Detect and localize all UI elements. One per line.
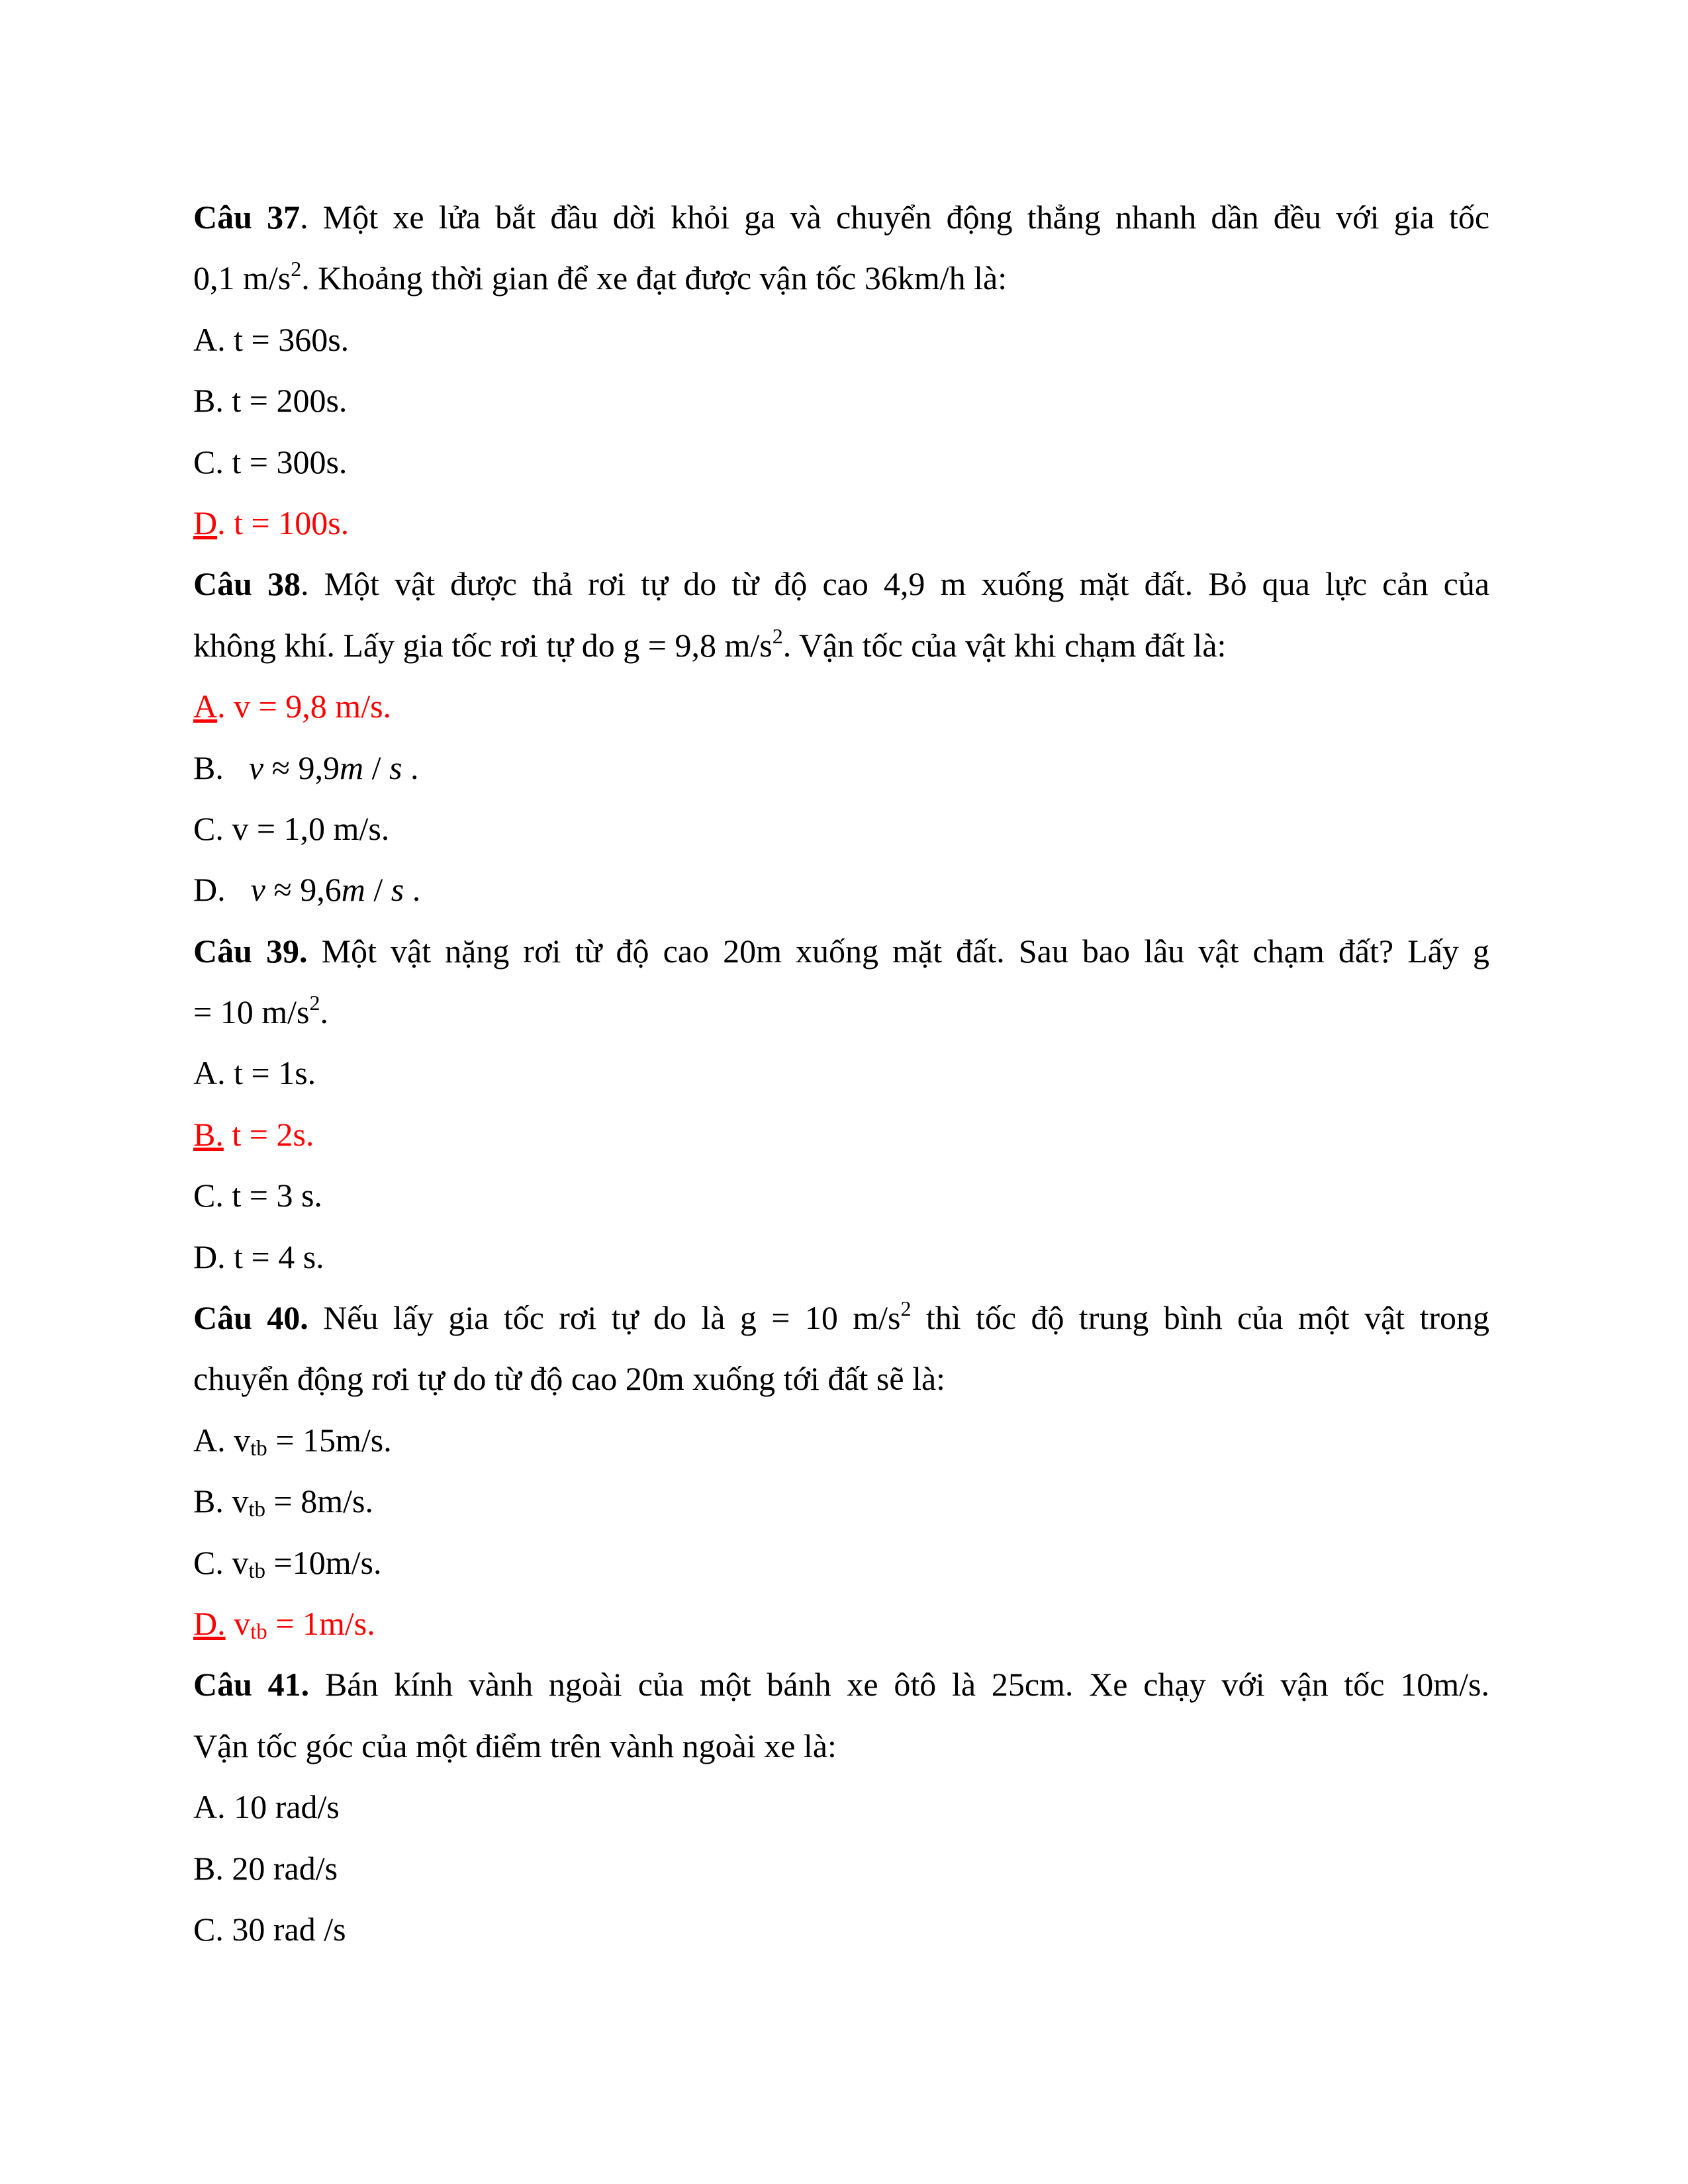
option-text: . t = 200s. [215, 382, 348, 420]
option-letter: C [193, 1910, 216, 1948]
question-text: . Khoảng thời gian để xe đạt được vận tốc 36km/h là: [301, 259, 1008, 297]
math-expression: v ≈ 9,6m / s . [250, 871, 421, 909]
option-b [193, 370, 1489, 431]
question-stem-line [193, 1654, 1489, 1715]
option-letter: B [193, 749, 216, 786]
question-text: Một vật được thả rơi tự do từ độ cao 4,9 m xuống mặt đất. Bỏ qua lực cản của [324, 565, 1490, 603]
option-letter: A [193, 1054, 218, 1092]
option-c [193, 1899, 1489, 1960]
option-letter: D [193, 1238, 218, 1275]
option-letter: A [193, 320, 218, 358]
question-stem-line [193, 1715, 1489, 1776]
question-37 [193, 187, 1489, 553]
label-separator: . [301, 565, 309, 603]
option-c [193, 432, 1489, 492]
question-text: Nếu lấy gia tốc rơi tự do là g = 10 m/s [323, 1299, 901, 1337]
question-text: Vận tốc góc của một điểm trên vành ngoài xe là: [193, 1727, 837, 1764]
option-text: v [225, 1604, 251, 1642]
option-b-correct-answer [193, 1104, 1489, 1165]
option-text: . t = 4 s. [217, 1238, 324, 1275]
question-stem-line [193, 553, 1489, 614]
option-text: . t = 1s. [217, 1054, 316, 1092]
option-text: . 20 rad/s [215, 1849, 338, 1887]
question-label: Câu 39. [193, 932, 308, 970]
option-text: . v = 9,8 m/s. [217, 688, 392, 725]
option-text: . t = 300s. [215, 443, 348, 480]
question-text: không khí. Lấy gia tốc rơi tự do g = 9,8 m/s [193, 626, 773, 664]
question-label: Câu 40. [193, 1299, 308, 1337]
option-text: . t = 100s. [217, 504, 350, 541]
subscript: tb [248, 1559, 266, 1583]
option-letter: B [193, 1482, 216, 1520]
option-c [193, 1532, 1489, 1593]
superscript: 2 [309, 991, 320, 1015]
option-text: . [215, 749, 224, 786]
question-text: chuyển động rơi tự do từ độ cao 20m xuống tới đất sẽ là: [193, 1360, 946, 1398]
option-text: . t = 3 s. [215, 1177, 322, 1214]
option-b [193, 1838, 1489, 1899]
option-letter: C [193, 1543, 216, 1581]
option-c [193, 1165, 1489, 1226]
option-d [193, 1226, 1489, 1287]
option-b [193, 1471, 1489, 1531]
option-text: . 30 rad /s [215, 1910, 346, 1948]
option-letter: D [193, 504, 218, 541]
option-letter: D. [193, 1604, 226, 1642]
option-text: . t = 360s. [217, 320, 350, 358]
option-letter: A [193, 1788, 218, 1826]
option-text: t = 2s. [223, 1115, 314, 1153]
option-d-correct-answer [193, 1593, 1489, 1654]
question-stem-line [193, 1287, 1489, 1348]
option-text: . v = 1,0 m/s. [215, 809, 390, 847]
option-text: . v [215, 1543, 249, 1581]
math-expression: v ≈ 9,9m / s . [248, 749, 419, 786]
question-stem-line [193, 248, 1489, 308]
subscript: tb [250, 1619, 267, 1644]
question-stem-line [193, 1348, 1489, 1409]
option-text: =10m/s. [265, 1543, 382, 1581]
option-letter: C [193, 809, 216, 847]
superscript: 2 [772, 623, 783, 648]
question-text: . [320, 993, 328, 1031]
question-list [193, 187, 1489, 1960]
question-text: 0,1 m/s [193, 259, 291, 297]
option-d [193, 859, 1489, 920]
option-letter: D [193, 871, 218, 909]
option-letter: B. [193, 1115, 224, 1153]
option-c [193, 798, 1489, 859]
question-text: Một xe lửa bắt đầu dời khỏi ga và chuyển động thẳng nhanh dần đều với gia tốc [322, 199, 1490, 236]
option-text: . v [217, 1421, 251, 1459]
question-text: thì tốc độ trung bình của một vật trong [911, 1299, 1490, 1337]
question-38 [193, 553, 1489, 920]
question-stem-line [193, 981, 1489, 1042]
option-letter: A [193, 688, 218, 725]
option-a [193, 1776, 1489, 1837]
option-letter: B [193, 382, 216, 420]
question-label: Câu 41. [193, 1666, 310, 1704]
option-text: = 1m/s. [267, 1604, 375, 1642]
option-text: . v [215, 1482, 249, 1520]
subscript: tb [248, 1498, 266, 1522]
superscript: 2 [291, 257, 302, 281]
option-letter: A [193, 1421, 218, 1459]
question-stem-line [193, 615, 1489, 676]
question-text: . Vận tốc của vật khi chạm đất là: [782, 626, 1227, 664]
question-stem-line [193, 921, 1489, 981]
question-41 [193, 1654, 1489, 1960]
option-a [193, 309, 1489, 370]
question-39 [193, 921, 1489, 1287]
option-text: = 8m/s. [265, 1482, 373, 1520]
option-letter: C [193, 443, 216, 480]
question-stem-line [193, 187, 1489, 248]
superscript: 2 [900, 1297, 912, 1321]
subscript: tb [250, 1436, 267, 1461]
option-d-correct-answer [193, 492, 1489, 553]
option-text: . [217, 871, 226, 909]
option-text: = 15m/s. [267, 1421, 392, 1459]
label-separator: . [300, 199, 308, 236]
option-letter: C [193, 1177, 216, 1214]
question-text: Một vật nặng rơi từ độ cao 20m xuống mặt đất. Sau bao lâu vật chạm đất? Lấy g [321, 932, 1489, 970]
option-a-correct-answer [193, 676, 1489, 737]
question-text: Bán kính vành ngoài của một bánh xe ôtô là 25cm. Xe chạy với vận tốc 10m/s. [324, 1666, 1490, 1704]
option-b [193, 737, 1489, 798]
question-40 [193, 1287, 1489, 1654]
option-letter: B [193, 1849, 216, 1887]
question-label: Câu 38 [193, 565, 301, 603]
question-label: Câu 37 [193, 199, 301, 236]
option-text: . 10 rad/s [217, 1788, 340, 1826]
option-a [193, 1410, 1489, 1471]
option-a [193, 1042, 1489, 1103]
question-text: = 10 m/s [193, 993, 310, 1031]
